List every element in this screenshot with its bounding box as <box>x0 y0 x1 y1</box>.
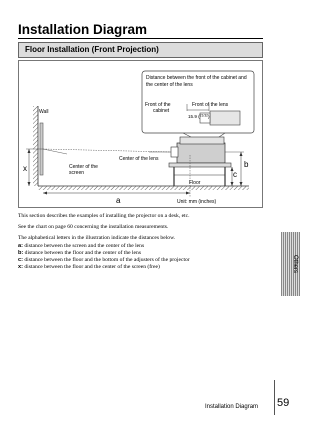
dimension-b-label: b <box>244 160 249 169</box>
projector-shape <box>177 143 225 163</box>
installation-figure <box>18 60 263 208</box>
center-lens-label: Center of the lens <box>119 156 159 162</box>
wall-shape <box>33 106 38 186</box>
desk-shape <box>169 163 231 167</box>
definition-a: a: distance between the screen and the center of the lens <box>18 242 145 249</box>
section-header: Floor Installation (Front Projection) <box>18 42 263 58</box>
footer-divider <box>274 380 275 415</box>
definition-x: x: distance between the floor and the center of the screen (free) <box>18 264 160 271</box>
dimension-x-label: x <box>23 164 27 173</box>
see-chart-paragraph: See the chart on page 60 concerning the installation measurements. <box>18 224 169 231</box>
title-rule <box>18 38 263 39</box>
center-screen-label-2: screen <box>69 170 85 176</box>
callout-text-2: the center of the lens <box>146 82 193 88</box>
definition-b: b: distance between the floor and the center of the lens <box>18 249 142 256</box>
installation-diagram <box>19 61 264 209</box>
front-cabinet-label-1: Front of the <box>145 102 171 108</box>
wall-label: Wall <box>39 109 49 115</box>
callout-text-1: Distance between the front of the cabinet and <box>146 75 247 81</box>
dimension-a-label: a <box>116 196 121 205</box>
footer-label: Installation Diagram <box>205 404 259 410</box>
center-screen-label-1: Center of the <box>69 164 98 170</box>
unit-note: Unit: mm (inches) <box>177 199 217 205</box>
offset-value: 15.9 ($^{21/32}$) <box>188 113 210 119</box>
intro-paragraph: This section describes the examples of installing the projector on a desk, etc. <box>18 213 190 219</box>
body-text <box>18 213 268 271</box>
dimension-c-label: c <box>233 170 237 179</box>
letters-intro: The alphabetical letters in the illustration indicate the distances below. <box>18 235 176 242</box>
front-lens-label: Front of the lens <box>192 102 229 108</box>
front-cabinet-label-2: cabinet <box>153 108 170 114</box>
floor-label: Floor <box>189 180 201 186</box>
page-title: Installation Diagram <box>18 22 148 37</box>
page-number: 59 <box>277 397 290 409</box>
definition-c: c: distance between the floor and the bottom of the adjusters of the projector <box>18 257 190 264</box>
side-tab-label: Others <box>292 254 298 273</box>
